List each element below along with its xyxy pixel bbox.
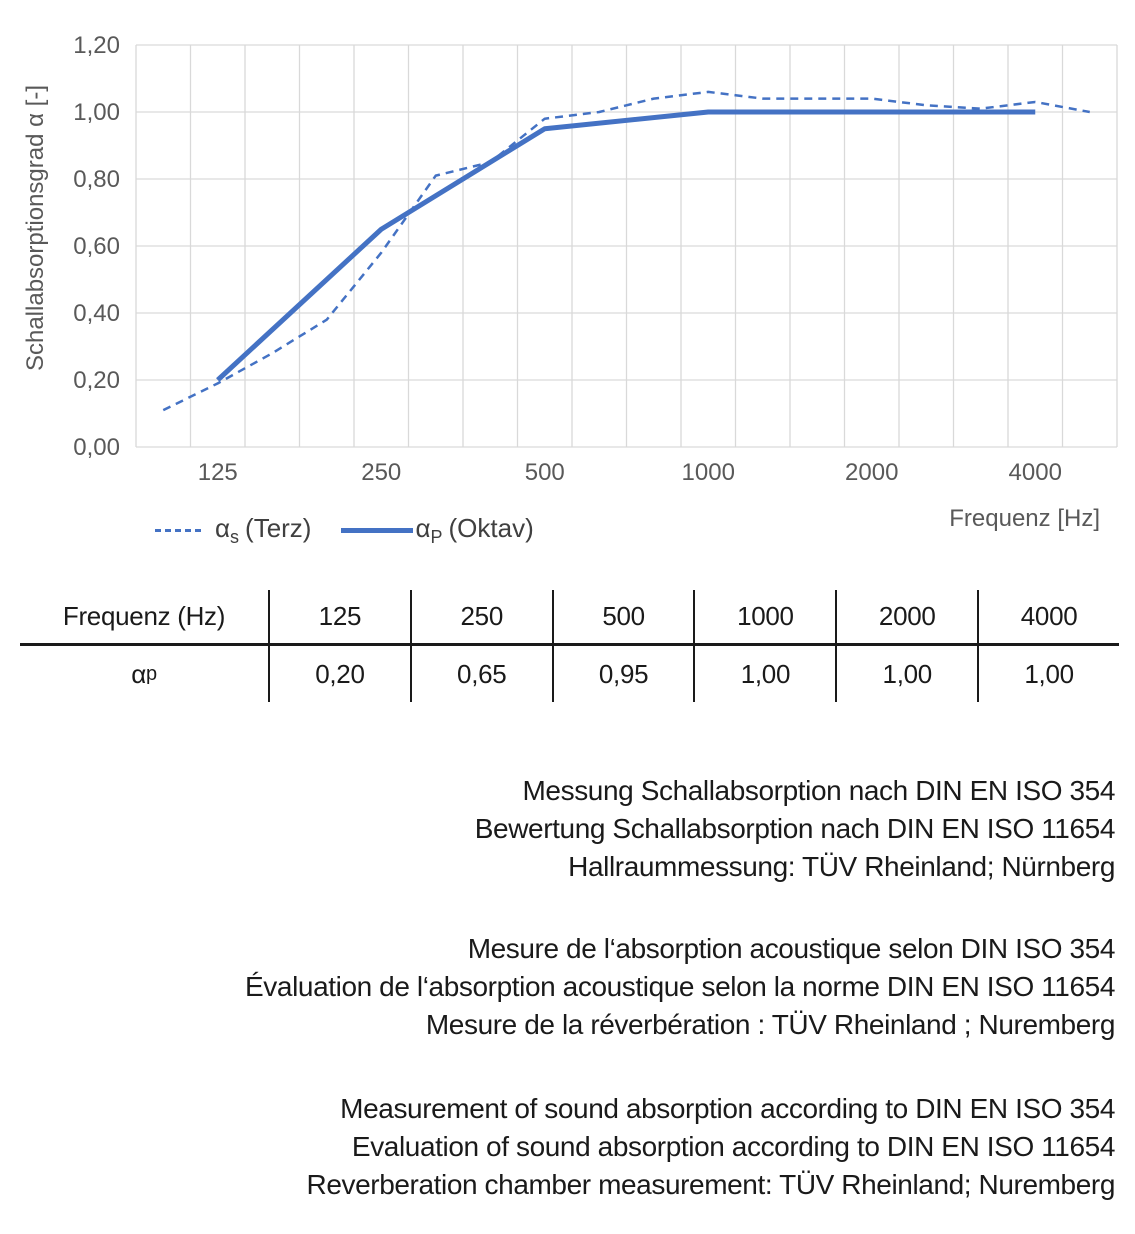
note-line: Évaluation de l‘absorption acoustique selon la norme DIN EN ISO 11654 [245,971,1115,1002]
y-tick-label: 0,00 [73,434,120,461]
x-tick-label: 250 [361,459,402,486]
table-header-frequency: Frequenz (Hz) [20,590,268,646]
notes-english [20,1090,1115,1204]
sound-absorption-chart [0,0,1135,575]
x-tick-label: 4000 [1008,459,1062,486]
table-header-125: 125 [268,590,410,646]
table-value-500: 0,95 [552,646,694,702]
table-header-2000: 2000 [835,590,977,646]
y-tick-label: 0,20 [73,367,120,394]
legend-label-terz: $\alpha_s$ (Terz) [215,512,312,547]
legend-item-oktav [341,513,533,548]
y-axis-title: Schallabsorptionsgrad α [-] [22,84,49,372]
chart-plot-area [0,0,1135,500]
note-line: Hallraummessung: TÜV Rheinland; Nürnberg [568,851,1115,882]
notes-french [20,930,1115,1044]
chart-legend [155,513,534,547]
x-axis-title: Frequenz [Hz] [949,505,1100,532]
notes-german [20,772,1115,886]
note-line: Bewertung Schallabsorption nach DIN EN ISO 11654 [474,813,1115,844]
x-tick-label: 1000 [681,459,735,486]
legend-item-terz [155,513,311,548]
y-tick-label: 0,40 [73,300,120,327]
note-line: Evaluation of sound absorption according to DIN EN ISO 11654 [351,1131,1115,1162]
x-tick-label: 125 [197,459,238,486]
y-tick-label: 1,00 [73,99,120,126]
x-tick-label: 500 [524,459,565,486]
table-row-label-alpha-p: α p [131,658,157,689]
note-line: Measurement of sound absorption according to DIN EN ISO 354 [340,1093,1115,1124]
note-line: Mesure de l‘absorption acoustique selon DIN ISO 354 [467,933,1115,964]
table-header-1000: 1000 [693,590,835,646]
table-header-4000: 4000 [977,590,1119,646]
y-tick-label: 1,20 [73,32,120,59]
y-tick-label: 0,80 [73,166,120,193]
legend-label-oktav: $\alpha_P$ (Oktav) [415,512,534,547]
dashed-line-swatch [155,529,205,532]
alpha-p-results-table [20,590,1119,702]
table-header-500: 500 [552,590,694,646]
solid-line-swatch [341,528,413,533]
table-value-4000: 1,00 [977,646,1119,702]
table-value-2000: 1,00 [835,646,977,702]
note-line: Messung Schallabsorption nach DIN EN ISO 354 [522,775,1115,806]
x-tick-label: 2000 [845,459,899,486]
table-value-250: 0,65 [410,646,552,702]
table-value-1000: 1,00 [693,646,835,702]
y-tick-label: 0,60 [73,233,120,260]
table-value-125: 0,20 [268,646,410,702]
note-line: Mesure de la réverbération : TÜV Rheinland ; Nuremberg [425,1009,1115,1040]
table-header-250: 250 [410,590,552,646]
note-line: Reverberation chamber measurement: TÜV Rheinland; Nuremberg [306,1169,1115,1200]
